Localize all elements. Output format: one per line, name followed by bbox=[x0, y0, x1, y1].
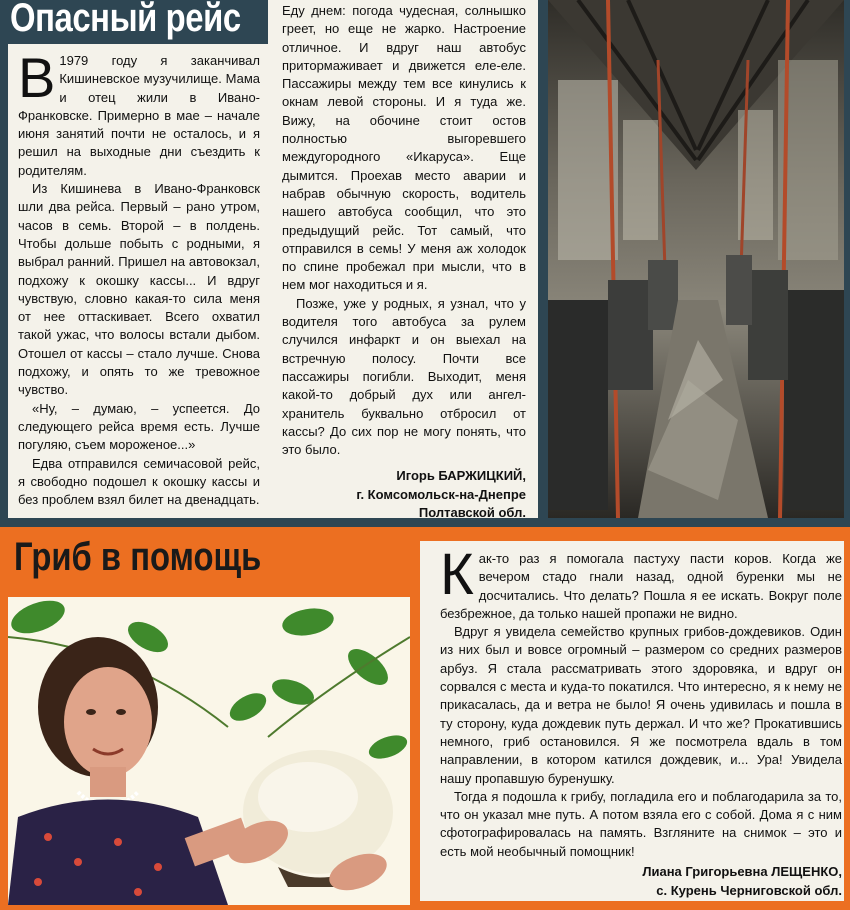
author-village: с. Курень Черниговской обл. bbox=[656, 882, 842, 898]
paragraph-text: ак-то раз я помогала пастуху пасти коров. Когда же вечером стадо гнали назад, одной буренки мы не досчитались. Что делать? Пошла я ее искать. Вокруг поле безбрежное, да только нашей пропажи не видно. bbox=[440, 551, 842, 621]
paragraph: Позже, уже у родных, я узнал, что у водителя того автобуса за рулем случился инфаркт и он выехал на встречную полосу. Почти все пассажиры погибли. Выходит, меня какой-то добрый дух или ангел-хранитель буквально отбросил от кассы? До сих пор не могу понять, что это было. bbox=[282, 295, 526, 458]
paragraph-text: 1979 году я заканчивал Кишиневское музучилище. Мама и отец жили в Ивано-Франковске. Примерно в мае – начале июня занятий почти не осталось, и я решил на выходные дни съездить к родителям. bbox=[18, 53, 260, 178]
paragraph bbox=[18, 46, 260, 180]
article-column-2 bbox=[282, 2, 526, 523]
signature bbox=[440, 863, 842, 900]
author-name: Лиана Григорьевна ЛЕЩЕНКО, bbox=[642, 864, 842, 880]
paragraph: Тогда я подошла к грибу, погладила его и поблагодарила за то, что он указал мне путь. А потом взяла его с собой. Дома я с ним сфотографировалась на память. Взгляните на снимок – это и есть мой необычный помощник! bbox=[440, 788, 842, 859]
bus-interior-illustration bbox=[548, 0, 844, 518]
headline: Опасный рейс bbox=[10, 0, 241, 40]
paragraph: Едва отправился семичасовой рейс, я свободно подошел к окошку кассы и без проблем взял билет на двенадцать. bbox=[18, 455, 260, 508]
drop-cap: К bbox=[440, 542, 474, 607]
story-mushroom-help bbox=[0, 527, 850, 910]
headline-box bbox=[0, 527, 400, 589]
signature bbox=[282, 467, 526, 523]
drop-cap: В bbox=[18, 46, 56, 109]
paragraph bbox=[440, 542, 842, 623]
headline-box bbox=[0, 0, 268, 44]
burned-bus-interior-photo bbox=[548, 0, 844, 518]
paragraph: Еду днем: погода чудесная, солнышко греет, но еще не жарко. Настроение отличное. И вдруг наш автобус притормаживает и движется еле-еле. Пассажиры между тем все кинулись к окнам левой стороны. И я туда же. Вижу, на обочине стоит остов полностью выгоревшего междугородного «Икаруса». Еще дымится. Проехав место аварии и набрав обычную скорость, водитель нашего автобуса сообщил, что это предыдущий рейс. Тот самый, что отправился в семь! У меня аж холодок по спине пробежал при мысли, что в нем мог находиться и я. bbox=[282, 3, 526, 293]
paragraph: Вдруг я увидела семейство крупных грибов-дождевиков. Один из них был и вовсе огромный – размером со средних размеров арбуз. Я стала рассматривать этого здоровяка, и вдруг он сорвался с места и куда-то покатился. Что интересно, я к нему не прикасалась, да и ветра не было! Я очень удивилась и пошла в ту сторону, куда дождевик путь держал. И что же? Прокатившись немного, гриб остановился. Я же посмотрела вдаль в том направлении, в котором катился дождевик, и... Ура! Увидела нашу пропавшую буренушку. bbox=[440, 624, 842, 786]
article-column-1 bbox=[18, 46, 260, 509]
woman-with-puffball-photo bbox=[8, 597, 410, 905]
headline: Гриб в помощь bbox=[14, 535, 262, 579]
author-city: г. Комсомольск-на-Днепре bbox=[356, 486, 526, 502]
author-region: Полтавской обл. bbox=[418, 505, 526, 521]
paragraph: Из Кишинева в Ивано-Франковск шли два рейса. Первый – рано утром, часов в семь. Второй – в полдень. Чтобы дольше побыть с родными, я выбрал ранний. Пришел на автовокзал, подхожу к окошку кассы... И вдруг чувствую, словно какая-то сила меня от нее оттаскивает. Всего охватил такой ужас, что волосы встали дыбом. Отошел от кассы – стало лучше. Снова подхожу, и опять то же тревожное чувство. bbox=[18, 181, 260, 398]
author-name: Игорь БАРЖИЦКИЙ, bbox=[396, 468, 526, 484]
woman-mushroom-illustration bbox=[8, 597, 410, 905]
paragraph: «Ну, – думаю, – успеется. До следующего рейса время есть. Лучше погуляю, съем мороженое...» bbox=[18, 400, 260, 453]
article-column bbox=[440, 542, 842, 900]
